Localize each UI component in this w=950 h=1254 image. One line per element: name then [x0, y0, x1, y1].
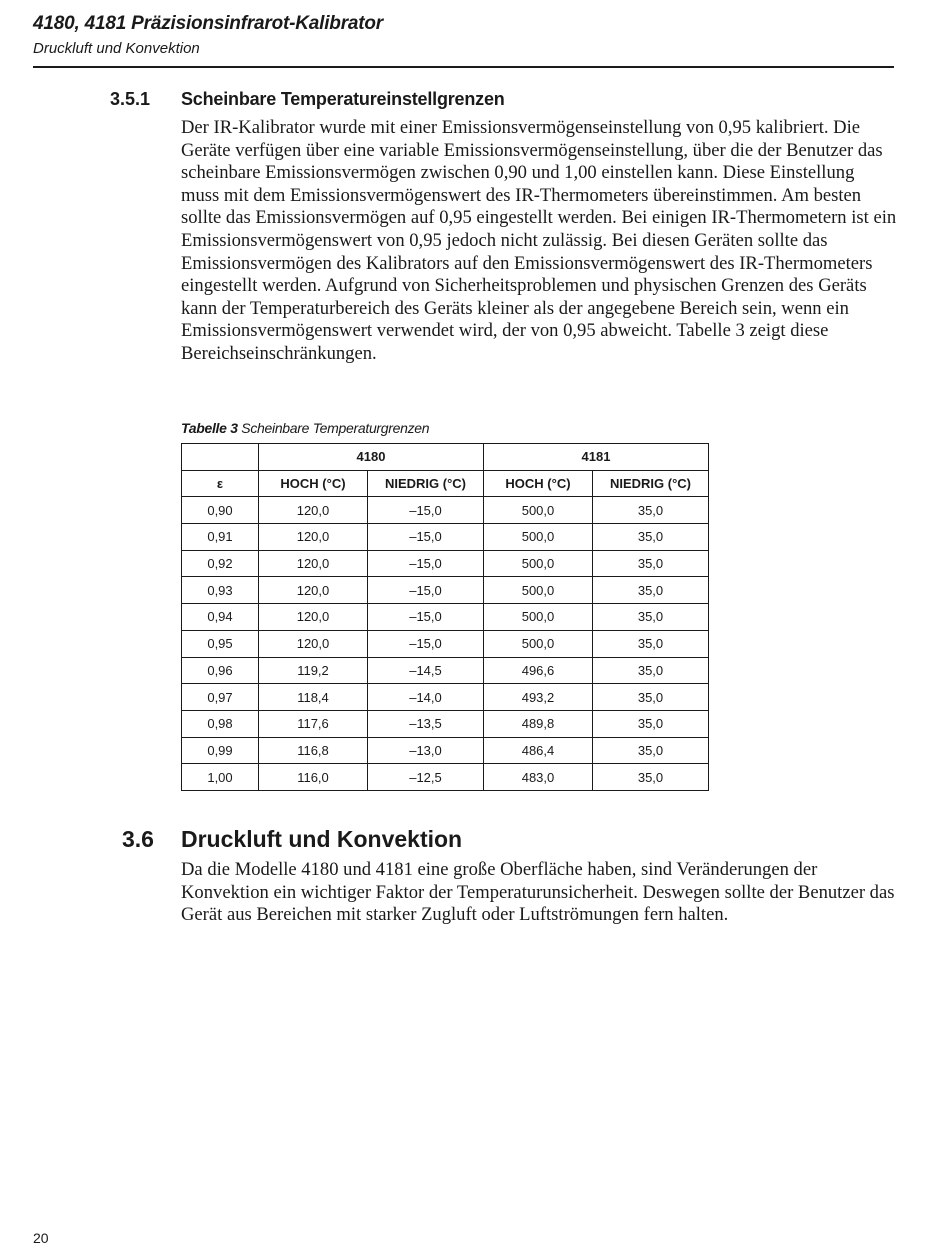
table-cell: –15,0 [368, 524, 484, 551]
column-header-4181-high: HOCH (°C) [484, 470, 593, 497]
table-caption [181, 420, 429, 436]
table-cell: 116,8 [259, 737, 368, 764]
column-header-epsilon: ε [182, 470, 259, 497]
header-divider [33, 66, 894, 68]
table-corner-cell [182, 444, 259, 471]
table-cell: 0,93 [182, 577, 259, 604]
table-cell: 0,98 [182, 710, 259, 737]
table-cell: 0,94 [182, 604, 259, 631]
table-cell: 0,92 [182, 550, 259, 577]
table-cell: –15,0 [368, 604, 484, 631]
table-cell: 496,6 [484, 657, 593, 684]
table-row [182, 710, 709, 737]
table-cell: –15,0 [368, 497, 484, 524]
table-cell: 120,0 [259, 604, 368, 631]
table-cell: –14,0 [368, 684, 484, 711]
section-351-heading: Scheinbare Temperatureinstellgrenzen [181, 89, 505, 109]
table-cell: 500,0 [484, 630, 593, 657]
table-cell: 0,95 [182, 630, 259, 657]
table-cell: 35,0 [593, 684, 709, 711]
page-number: 20 [33, 1230, 49, 1246]
table-cell: 35,0 [593, 657, 709, 684]
table-cell: 1,00 [182, 764, 259, 791]
group-header-4181: 4181 [484, 444, 709, 471]
table-cell: 35,0 [593, 764, 709, 791]
table-cell: 0,99 [182, 737, 259, 764]
table-cell: 117,6 [259, 710, 368, 737]
table-cell: 120,0 [259, 630, 368, 657]
table-cell: –15,0 [368, 630, 484, 657]
table-row [182, 684, 709, 711]
table-cell: 35,0 [593, 577, 709, 604]
table-cell: 0,90 [182, 497, 259, 524]
table-row [182, 657, 709, 684]
table-row [182, 577, 709, 604]
table-cell: 35,0 [593, 550, 709, 577]
table-cell: 486,4 [484, 737, 593, 764]
table-group-header-row [182, 444, 709, 471]
temperature-limits-table [181, 443, 709, 791]
table-cell: 0,91 [182, 524, 259, 551]
section-351-number: 3.5.1 [110, 89, 151, 109]
table-cell: –15,0 [368, 577, 484, 604]
section-36-paragraph: Da die Modelle 4180 und 4181 eine große Oberfläche haben, sind Veränderungen der Konvektion ein wichtiger Faktor der Temperaturunsicherheit. Deswegen sollte der Benutzer das Gerät aus Bereichen mit starker Zugluft oder Luftströmungen fern halten. [181, 859, 895, 926]
section-351-paragraph: Der IR-Kalibrator wurde mit einer Emissionsvermögenseinstellung von 0,95 kalibriert. Die Geräte verfügen über eine variable Emissionsvermögenseinstellung, über die der Benutzer das scheinbare Emissionsvermögen zwischen 0,90 und 1,00 einstellen kann. Diese Einstellung muss mit dem Emissionsvermögenswert des IR-Thermometers übereinstimmen. Am besten sollte das Emissionsvermögen auf 0,95 eingestellt werden. Bei einigen IR-Thermometern ist ein Emissionsvermögenswert von 0,95 jedoch nicht zulässig. Bei diesen Geräten sollte das Emissionsvermögen des Kalibrators auf den Emissionsvermögenswert des IR-Thermometers eingestellt werden. Aufgrund von Sicherheitsproblemen und physischen Grenzen des Geräts kann der Temperaturbereich des Geräts kleiner als der angegebene Bereich sein, wenn ein Emissionsvermögenswert verwendet wird, der von 0,95 abweicht. Tabelle 3 zeigt diese Bereichseinschränkungen. [181, 117, 897, 364]
table-cell: 35,0 [593, 630, 709, 657]
table-cell: –15,0 [368, 550, 484, 577]
running-header-title: 4180, 4181 Präzisionsinfrarot-Kalibrator [33, 13, 383, 34]
table-cell: 35,0 [593, 710, 709, 737]
table-cell: 120,0 [259, 497, 368, 524]
table-cell: –13,5 [368, 710, 484, 737]
table-row [182, 764, 709, 791]
table-cell: 500,0 [484, 524, 593, 551]
section-36-heading: Druckluft und Konvektion [181, 826, 463, 852]
table-cell: 493,2 [484, 684, 593, 711]
table-cell: –14,5 [368, 657, 484, 684]
group-header-4180: 4180 [259, 444, 484, 471]
table-cell: 120,0 [259, 577, 368, 604]
table-cell: 120,0 [259, 550, 368, 577]
table-cell: 489,8 [484, 710, 593, 737]
table-cell: 118,4 [259, 684, 368, 711]
table-cell: 500,0 [484, 577, 593, 604]
table-row [182, 524, 709, 551]
table-cell: 35,0 [593, 604, 709, 631]
table-row [182, 737, 709, 764]
table-caption-label: Tabelle 3 [181, 420, 238, 436]
table-row [182, 604, 709, 631]
table-cell: 120,0 [259, 524, 368, 551]
table-cell: 119,2 [259, 657, 368, 684]
table-cell: –12,5 [368, 764, 484, 791]
table-cell: 0,97 [182, 684, 259, 711]
table-cell: 483,0 [484, 764, 593, 791]
table-cell: 35,0 [593, 737, 709, 764]
table-cell: 500,0 [484, 497, 593, 524]
table-cell: 500,0 [484, 604, 593, 631]
column-header-4180-high: HOCH (°C) [259, 470, 368, 497]
table-cell: 0,96 [182, 657, 259, 684]
column-header-4181-low: NIEDRIG (°C) [593, 470, 709, 497]
table-row [182, 497, 709, 524]
table-cell: –13,0 [368, 737, 484, 764]
table-cell: 35,0 [593, 524, 709, 551]
section-36-number: 3.6 [122, 826, 154, 852]
table-cell: 35,0 [593, 497, 709, 524]
table-row [182, 550, 709, 577]
table-caption-text: Scheinbare Temperaturgrenzen [241, 420, 430, 436]
table-cell: 500,0 [484, 550, 593, 577]
running-header-subtitle: Druckluft und Konvektion [33, 40, 200, 57]
table-column-header-row [182, 470, 709, 497]
table-cell: 116,0 [259, 764, 368, 791]
column-header-4180-low: NIEDRIG (°C) [368, 470, 484, 497]
table-row [182, 630, 709, 657]
